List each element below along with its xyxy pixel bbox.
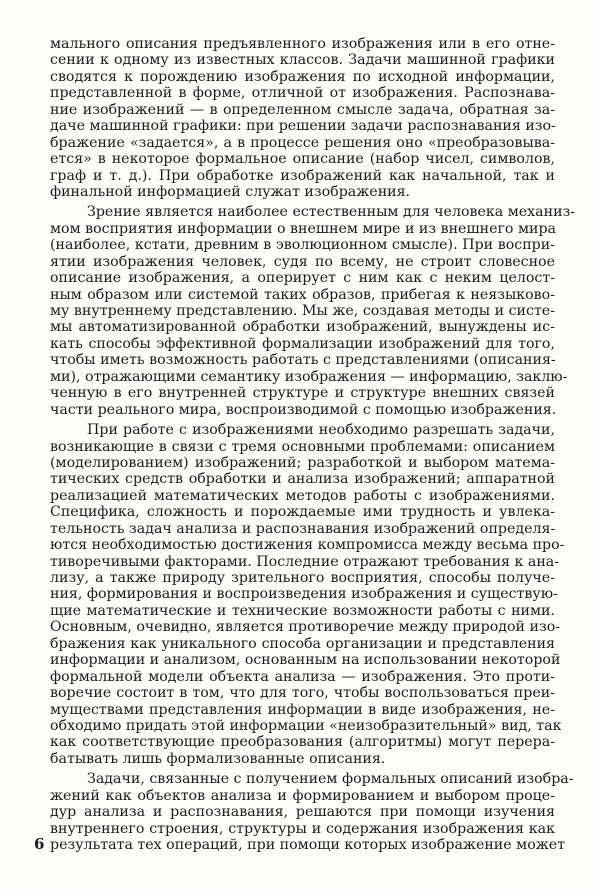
text-line: (наиболее, кстати, древним в эволюционном смысле). При воспри- <box>50 237 555 254</box>
text-line: муществами представления информации в виде изображения, не- <box>50 701 555 718</box>
text-line: чтобы иметь возможность работать с представлениями (описания- <box>50 352 556 369</box>
text-line: ятии изображения человек, судя по всему, не строит словесное <box>50 253 555 270</box>
text-line: воречие состоит в том, что для того, чтобы воспользоваться преи- <box>50 685 555 702</box>
text-line: как соответствующие преобразования (алгоритмы) могут перера- <box>50 734 555 751</box>
paragraph <box>50 204 576 418</box>
text-line: Специфика, сложность и порождаемые ими трудность и увлека- <box>50 504 555 521</box>
text-line: возникающие в связи с тремя основными проблемами: описанием <box>50 438 555 455</box>
text-line: бражение «задается», а в процессе решения оно «преобразовыва- <box>50 134 555 151</box>
text-line: граф и т. д.). При обработке изображений как начальной, так и <box>50 167 555 184</box>
text-line: При работе с изображениями необходимо разрешать задачи, <box>87 422 555 439</box>
text-line: дур анализа и распознавания, решаются при помощи изучения <box>50 804 555 821</box>
text-line: описание изображения, а оперирует с ним как с неким целост- <box>50 270 555 287</box>
text-line: тиворечивыми факторами. Последние отражают требования к ана- <box>50 553 560 570</box>
text-line: му внутреннему представлению. Мы же, создавая методы и систе- <box>50 303 555 319</box>
text-line: Задачи, связанные с получением формальных описаний изобра- <box>87 771 574 788</box>
paragraph <box>50 36 555 200</box>
text-line: ченную в его внутренней структуре и структуре внешних связей <box>50 385 555 402</box>
text-line: ми), отражающими семантику изображения — информацию, заклю- <box>50 368 568 385</box>
text-line: информации и анализом, основанным на использовании некоторой <box>50 652 561 669</box>
text-line: части реального мира, воспроизводимой с помощью изображения. <box>50 401 557 418</box>
text-line: мом восприятия информации о внешнем мире и из внешнего мира <box>50 220 557 237</box>
text-line: мального описания предъявленного изображения или в его отне- <box>50 36 555 52</box>
text-line: Основным, очевидно, является противоречие между природой изо- <box>50 619 561 636</box>
text-line: жений как объектов анализа и формированием и выбором проце- <box>50 787 555 804</box>
text-line: ние изображений — в определенном смысле задача, обратная за- <box>50 101 555 118</box>
text-line: реализацией математических методов работы с изображениями. <box>50 487 555 504</box>
text-line: сводятся к порождению изображения по исходной информации, <box>50 68 555 85</box>
text-line: тельность задач анализа и распознавания изображений определя- <box>50 520 556 537</box>
text-line: обходимо придать этой информации «неизобразительный» вид, так <box>50 717 562 734</box>
text-line: представленной в форме, отличной от изображения. Распознава- <box>50 85 555 102</box>
text-line: сении к одному из известных классов. Задачи машинной графики <box>50 52 555 69</box>
text-line: ным образом или системой таких образов, прибегая к неязыково- <box>50 286 555 303</box>
text-line: ются необходимостью достижения компромисса между весьма про- <box>50 537 565 554</box>
text-line: кать способы эффективной формализации изображений для того, <box>50 335 555 352</box>
text-line: Зрение является наиболее естественным для человека механиз- <box>87 204 576 221</box>
text-line: результата тех операций, при помощи которых изображение может <box>50 837 566 853</box>
text-line: лизу, а также природу зрительного восприятия, способы получе- <box>50 570 555 586</box>
text-line: ния, формирования и воспроизведения изображения и существую- <box>50 586 558 603</box>
paragraph <box>50 771 574 853</box>
text-line: мы автоматизированной обработки изображений, вынуждены ис- <box>50 319 555 336</box>
text-line: щие математические и технические возможности работы с ними. <box>50 602 555 619</box>
text-line: внутреннего строения, структуры и содержания изображения как <box>50 820 555 837</box>
text-line: (моделированием) изображений; разработкой и выбором матема- <box>50 454 555 471</box>
text-line: бражения как уникального способа организации и представления <box>50 635 555 652</box>
paragraph <box>50 422 565 767</box>
body-text <box>50 36 576 853</box>
page-number: 6 <box>34 835 45 853</box>
text-line: ется» в некоторое формальное описание (набор чисел, символов, <box>50 151 555 168</box>
text-line: финальной информацией служат изображения. <box>50 183 411 200</box>
text-line: тических средств обработки и анализа изображений; аппаратной <box>50 471 555 488</box>
text-line: даче машинной графики: при решении задачи распознавания изо- <box>50 118 556 135</box>
text-line: формальной модели объекта анализа — изображения. Это проти- <box>50 668 555 685</box>
text-line: батывать лишь формализованные описания. <box>50 750 386 767</box>
